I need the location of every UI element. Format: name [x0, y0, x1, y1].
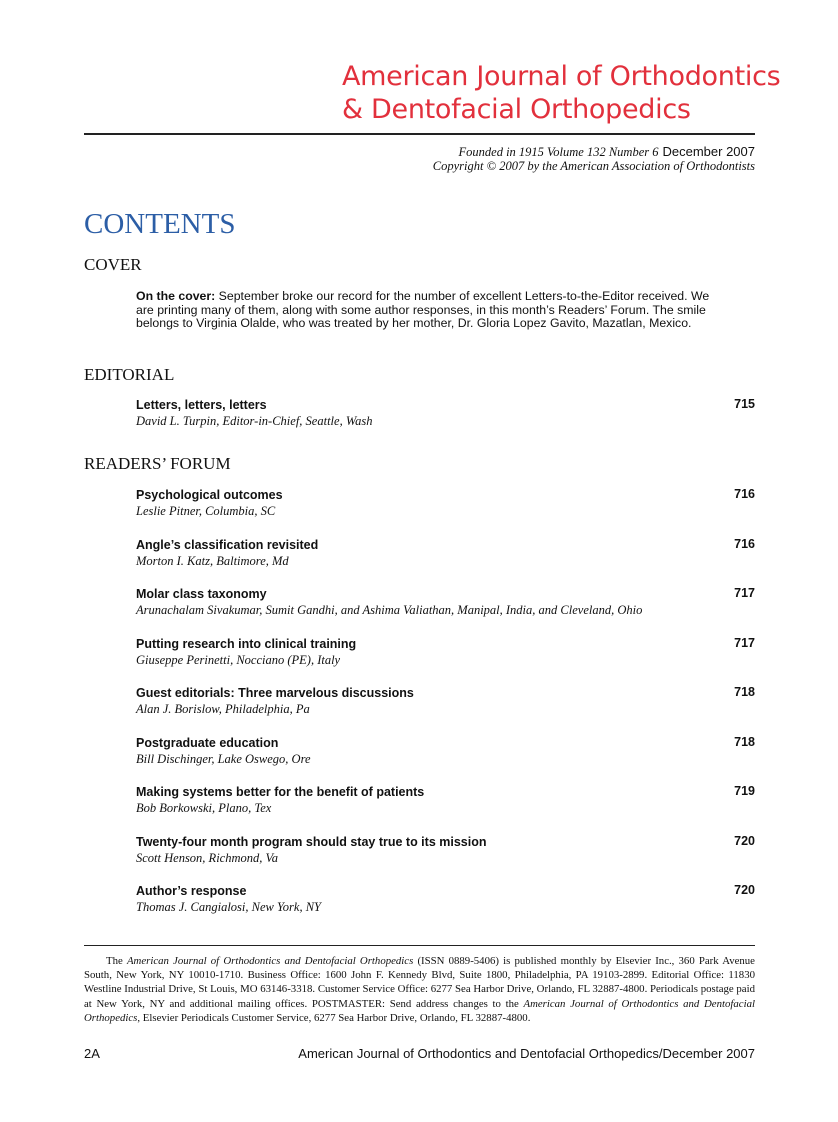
entry-author: Leslie Pitner, Columbia, SC: [136, 504, 276, 518]
page-footer: [84, 1046, 755, 1061]
issue-info: [433, 145, 755, 173]
entry-title[interactable]: Angle’s classification revisited: [136, 537, 319, 552]
entry-title[interactable]: Making systems better for the benefit of patients: [136, 785, 425, 799]
toc-entry[interactable]: [136, 586, 755, 618]
entry-title[interactable]: Molar class taxonomy: [136, 587, 267, 601]
toc-entry[interactable]: [136, 784, 755, 816]
cover-text: September broke our record for the number of excellent Letters-to-the-Editor received. We are printing many of them, along with some author responses, in this month’s Readers’ Forum. The smile belongs to Virginia Olalde, who was treated by her mother, Dr. Gloria Lopez Gavito, Mazatlan, Mexico.: [136, 289, 710, 330]
journal-logo: [342, 60, 780, 126]
entry-page: 716: [734, 536, 755, 551]
toc-entry[interactable]: [136, 537, 755, 569]
entry-page: 718: [734, 685, 755, 699]
entry-page: 715: [734, 397, 755, 411]
entry-author: Scott Henson, Richmond, Va: [136, 850, 278, 865]
toc-entry[interactable]: [136, 685, 755, 717]
toc-entry[interactable]: [136, 487, 755, 519]
entry-author: David L. Turpin, Editor-in-Chief, Seattle, Wash: [136, 414, 373, 428]
footer-rule: [84, 945, 755, 946]
publisher-notice: [84, 954, 755, 1025]
entry-page: 716: [734, 487, 755, 501]
founded-volume: Founded in 1915 Volume 132 Number 6: [458, 145, 659, 159]
toc-entry[interactable]: [136, 834, 755, 866]
notice-journal: American Journal of Orthodontics and Dentofacial Orthopedics: [84, 997, 755, 1024]
toc-entry[interactable]: [136, 735, 755, 767]
logo-line-2: & Dentofacial Orthopedics: [342, 94, 691, 125]
cover-label: On the cover:: [136, 289, 216, 303]
entry-author: Arunachalam Sivakumar, Sumit Gandhi, and Ashima Valiathan, Manipal, India, and Cleveland, Ohio: [136, 603, 643, 617]
entry-author: Thomas J. Cangialosi, New York, NY: [136, 900, 321, 914]
entry-title[interactable]: Twenty-four month program should stay true to its mission: [136, 834, 487, 849]
notice-journal: American Journal of Orthodontics and Dentofacial Orthopedics: [126, 955, 414, 967]
section-heading-readers-forum: READERS’ FORUM: [84, 454, 231, 473]
entry-author: Morton I. Katz, Baltimore, Md: [136, 553, 289, 568]
page-number: 2A: [84, 1046, 100, 1061]
entry-page: 717: [734, 635, 755, 650]
entry-author: Bill Dischinger, Lake Oswego, Ore: [136, 751, 311, 766]
entry-page: 719: [734, 784, 755, 798]
section-heading-cover: COVER: [84, 255, 142, 274]
entry-title[interactable]: Author’s response: [136, 884, 247, 898]
notice-text: , Elsevier Periodicals Customer Service, 6277 Sea Harbor Drive, Orlando, FL 32887-4800.: [137, 1011, 531, 1024]
entry-title[interactable]: Postgraduate education: [136, 735, 279, 750]
toc-entry[interactable]: [136, 883, 755, 915]
entry-page: 717: [734, 586, 755, 600]
header-rule: [84, 133, 755, 135]
logo-line-1: American Journal of Orthodontics: [342, 61, 781, 92]
running-title: American Journal of Orthodontics and Dentofacial Orthopedics/December 2007: [298, 1046, 755, 1061]
notice-text: (ISSN 0889-5406) is published monthly by Elsevier Inc., 360 Park Avenue South, New York, NY 10010-1710. Business Office: 1600 John F. Kennedy Blvd, Suite 1800, Philadelphia, PA 19103-2899. Editorial Office: 11830 Westline Industrial Drive, St Louis, MO 63146-3318. Customer Service Office: 6277 Sea Harbor Drive, Orlando, FL 32887-4800. Periodicals postage paid at New York, NY and additional mailing offices. POSTMASTER: Send address changes to the: [84, 955, 755, 1010]
entry-author: Giuseppe Perinetti, Nocciano (PE), Italy: [136, 652, 341, 667]
entry-title[interactable]: Guest editorials: Three marvelous discussions: [136, 686, 414, 700]
entry-title[interactable]: Letters, letters, letters: [136, 398, 267, 412]
toc-entry[interactable]: [136, 636, 755, 668]
contents-title: CONTENTS: [84, 208, 236, 240]
entry-title[interactable]: Psychological outcomes: [136, 488, 283, 502]
entry-author: Alan J. Borislow, Philadelphia, Pa: [136, 702, 310, 716]
issue-date: December 2007: [662, 144, 755, 159]
section-heading-editorial: EDITORIAL: [84, 365, 175, 384]
copyright: Copyright © 2007 by the American Association of Orthodontists: [432, 159, 755, 173]
entry-page: 720: [734, 883, 755, 897]
entry-page: 720: [734, 833, 755, 848]
cover-description: [136, 290, 716, 331]
entry-author: Bob Borkowski, Plano, Tex: [136, 801, 272, 815]
notice-text: The: [106, 955, 127, 967]
entry-title[interactable]: Putting research into clinical training: [136, 636, 357, 651]
toc-entry[interactable]: [136, 397, 755, 429]
entry-page: 718: [734, 734, 755, 749]
